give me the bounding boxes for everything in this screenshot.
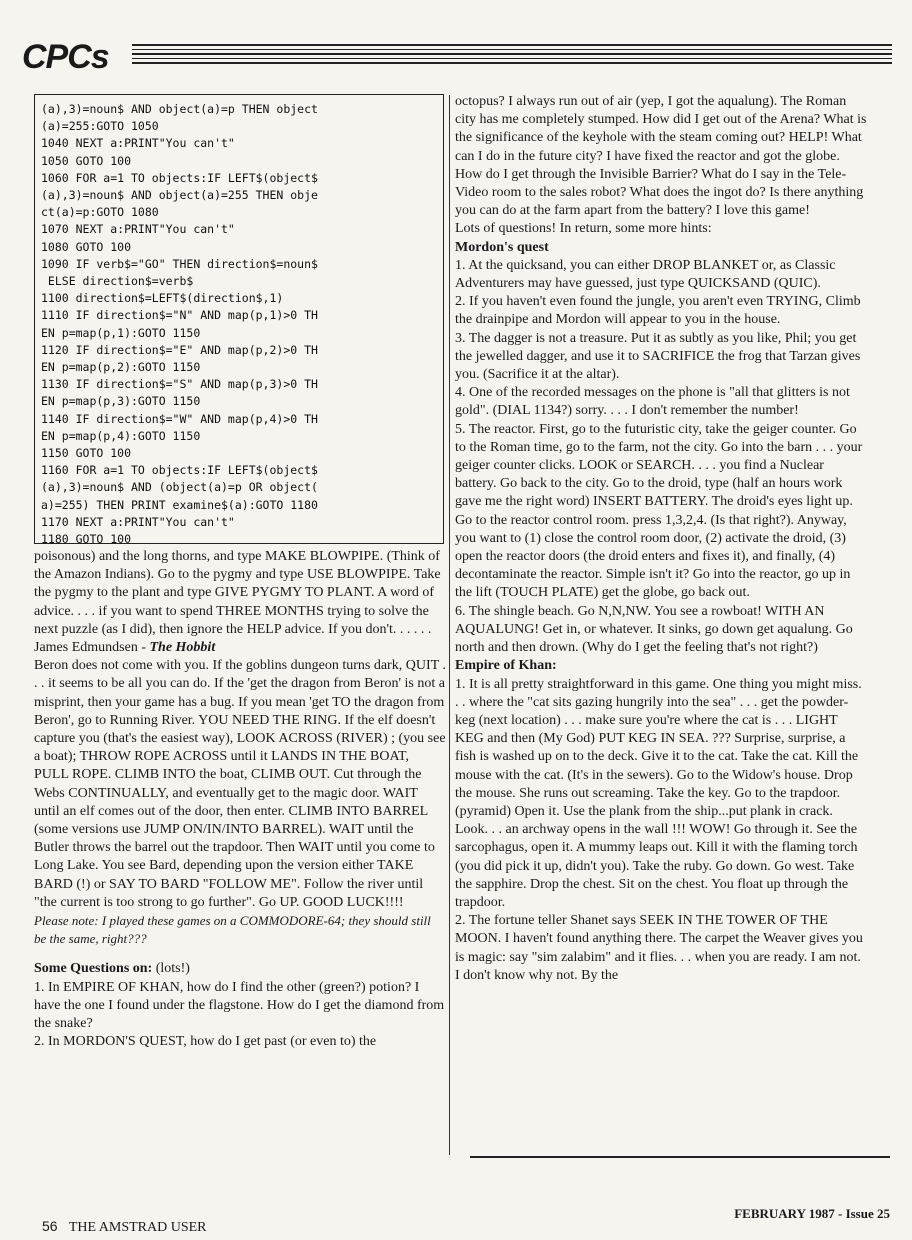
code-line: (a)=255:GOTO 1050: [41, 119, 159, 134]
subheading: Mordon's quest: [455, 239, 549, 255]
code-line: (a),3)=noun$ AND object(a)=255 THEN obje: [41, 188, 318, 203]
code-line: ct(a)=p:GOTO 1080: [41, 205, 159, 220]
paragraph: octopus? I always run out of air (yep, I got the aqualung). The Roman city has me completely stumped. How did I get out of the Arena? What is the significance of the keyhole with the steam coming out? HELP! What can I do in the future city? I have fixed the reactor and got the globe. How do I get through the Invisible Barrier? What do I say in the Tele-Video room to the sales robot? What does the ingot do? Is there anything you can do at the farm apart from the battery? I love this game!: [455, 94, 867, 219]
bottom-rule: [470, 1156, 890, 1158]
basic-code-listing: [34, 94, 444, 544]
code-line: EN p=map(p,3):GOTO 1150: [41, 394, 201, 409]
code-line: 1170 NEXT a:PRINT"You can't": [41, 514, 235, 529]
code-line: 1080 GOTO 100: [41, 239, 132, 254]
code-line: EN p=map(p,2):GOTO 1150: [41, 360, 201, 375]
column-divider: [449, 95, 450, 1155]
list-item: 5. The reactor. First, go to the futuristic city, take the geiger counter. Go to the Roman time, go to the farm, not the city. Go into the barn . . . your geiger counter clicks. LOOK or SEARCH. . . . you find a Nuclear battery. Go back to the city. Go to the droid, type (half an hours work gave me the right word) INSERT BATTERY. The droid's eyes light up. Go to the reactor control room. press 1,3,2,4. (Is that right?). Anyway, you want to (1) close the control room door, (2) activate the droid, (3) open the reactor doors (the droid enters and fixes it), and finally, (4) decontaminate the reactor. Simple isn't it? Go into the reactor, go up in the lift (TOUCH PLATE) get the globe, go back out.: [455, 421, 863, 601]
list-item: 1. It is all pretty straightforward in this game. One thing you might miss. . . where the "cat sits gazing hungrily into the sea" . . . get the powder-keg (next location) . . . make sure you're where the cat is . . . LIGHT KEG and then (My God) PUT KEG IN SEA. ??? Surprise, surprise, a fish is washed up on to the deck. Give it to the cat. Take the cat. Kill the mouse with the cat. (It's in the sewers). Go to the Widow's house. Drop the mouse. She runs out screaming. Take the key. Go to the trapdoor. (pyramid) Open it. Use the plank from the ship...put plank in crack. Look. . . an archway opens in the wall !!! WOW! Go through it. See the sarcophagus, open it. A mummy leaps out. Kill it with the flaming torch (you did pick it up, didn't you). Take the ruby. Go down. Go west. Take the sapphire. Drop the chest. Sit on the chest. You float up through the trapdoor.: [455, 676, 862, 910]
right-column: [455, 93, 867, 985]
list-item: 3. The dagger is not a treasure. Put it as subtly as you like, Phil; you get the jewelled dagger, and use it to SACRIFICE the frog that Tarzan gives you. (Sacrifice it at the altar).: [455, 330, 861, 383]
magazine-name: THE AMSTRAD USER: [68, 1220, 207, 1235]
section-title: CPCs: [22, 38, 109, 76]
author-line: [34, 639, 446, 657]
author-name: James Edmundsen -: [34, 640, 150, 656]
code-line: 1040 NEXT a:PRINT"You can't": [41, 136, 235, 151]
code-line: 1140 IF direction$="W" AND map(p,4)>0 TH: [41, 411, 318, 426]
code-line: 1090 IF verb$="GO" THEN direction$=noun$: [41, 256, 318, 271]
page-number: 56: [42, 1218, 58, 1234]
list-item: 2. If you haven't even found the jungle, you aren't even TRYING, Climb the drainpipe and Mordon will appear to you in the house.: [455, 294, 861, 328]
code-line: EN p=map(p,4):GOTO 1150: [41, 428, 201, 443]
code-line: 1100 direction$=LEFT$(direction$,1): [41, 291, 284, 306]
questions-heading-bold: Some Questions on:: [34, 961, 153, 977]
note: Please note: I played these games on a COMMODORE-64; they should still be the same, right???: [34, 913, 431, 947]
left-column: [34, 548, 446, 1051]
footer-left: [42, 1218, 207, 1236]
list-item: 2. In MORDON'S QUEST, how do I get past (or even to) the: [34, 1034, 377, 1050]
page-header: [22, 36, 892, 76]
paragraph: Beron does not come with you. If the goblins dungeon turns dark, QUIT . . . it seems to be all you can do. If the 'get the dragon from Beron' is not a misprint, then your game has a bug. If you mean 'get TO the dragon from Beron', go to Running River. YOU NEED THE RING. If the elf doesn't capture you (that's the easiest way), LOOK ACROSS (RIVER) ; (you see a boat); THROW ROPE ACROSS until it LANDS IN THE BOAT, PULL ROPE. CLIMB INTO the boat, CLIMB OUT. Cut through the Webs CONTINUALLY, and eventually get to the magic door. WAIT until an elf comes out of the door, then enter. CLIMB INTO BARREL (some versions use JUMP ON/IN/INTO BARREL). WAIT until the Butler throws the barrel out the trapdoor. Then WAIT until you come to Long Lake. You see Bard, depending upon the version either TAKE BARD (!) or SAY TO BARD "FOLLOW ME". Follow the river until "the current is too strong to go further". Go UP. GOOD LUCK!!!!: [34, 658, 446, 910]
list-item: 1. In EMPIRE OF KHAN, how do I find the other (green?) potion? I have the one I found under the flagstone. How do I get the diamond from the snake?: [34, 979, 445, 1032]
code-line: EN p=map(p,1):GOTO 1150: [41, 325, 201, 340]
header-rules: [132, 44, 892, 67]
subheading: Empire of Khan:: [455, 658, 557, 674]
code-line: 1050 GOTO 100: [41, 153, 132, 168]
game-title: The Hobbit: [149, 640, 216, 656]
paragraph: poisonous) and the long thorns, and type MAKE BLOWPIPE. (Think of the Amazon Indians). Go to the pygmy and type USE BLOWPIPE. Take the pygmy to the plant and type GIVE PYGMY TO PLANT. A word of advice. . . . if you want to spend THREE MONTHS trying to solve the next puzzle (as I did), then ignore the HELP advice. If you don't. . . . . .: [34, 549, 441, 637]
code-line: a)=255) THEN PRINT examine$(a):GOTO 1180: [41, 497, 318, 512]
code-line: 1180 GOTO 100: [41, 532, 132, 544]
list-item: 6. The shingle beach. Go N,N,NW. You see a rowboat! WITH AN AQUALUNG! Get in, or whatever. It sinks, go down get aqualung. Go north and then drown. (Why do I get the feeling that's not right?): [455, 603, 853, 656]
code-line: 1110 IF direction$="N" AND map(p,1)>0 TH: [41, 308, 318, 323]
code-line: 1060 FOR a=1 TO objects:IF LEFT$(object$: [41, 170, 318, 185]
code-line: ELSE direction$=verb$: [41, 274, 194, 289]
list-item: 1. At the quicksand, you can either DROP BLANKET or, as Classic Adventurers may have guessed, just type QUICKSAND (QUIC).: [455, 257, 836, 292]
code-line: (a),3)=noun$ AND object(a)=p THEN object: [41, 102, 318, 116]
issue-label: FEBRUARY 1987 - Issue 25: [734, 1206, 890, 1221]
code-line: 1160 FOR a=1 TO objects:IF LEFT$(object$: [41, 463, 318, 478]
paragraph: Lots of questions! In return, some more hints:: [455, 221, 712, 237]
list-item: 4. One of the recorded messages on the phone is "all that glitters is not gold". (DIAL 1134?) sorry. . . . I don't remember the number!: [455, 385, 850, 419]
code-line: 1070 NEXT a:PRINT"You can't": [41, 222, 235, 237]
code-line: 1120 IF direction$="E" AND map(p,2)>0 TH: [41, 342, 318, 357]
questions-heading-rest: (lots!): [152, 961, 190, 977]
code-line: (a),3)=noun$ AND (object(a)=p OR object(: [41, 480, 318, 495]
questions-heading: [34, 960, 446, 978]
code-line: 1130 IF direction$="S" AND map(p,3)>0 TH: [41, 377, 318, 392]
list-item: 2. The fortune teller Shanet says SEEK IN THE TOWER OF THE MOON. I haven't found anything there. The carpet the Weaver gives you is magic: say "sim zalabim" and it flies. . . when you are ready. I am not. I don't know why not. By the: [455, 913, 863, 983]
code-line: 1150 GOTO 100: [41, 446, 132, 461]
